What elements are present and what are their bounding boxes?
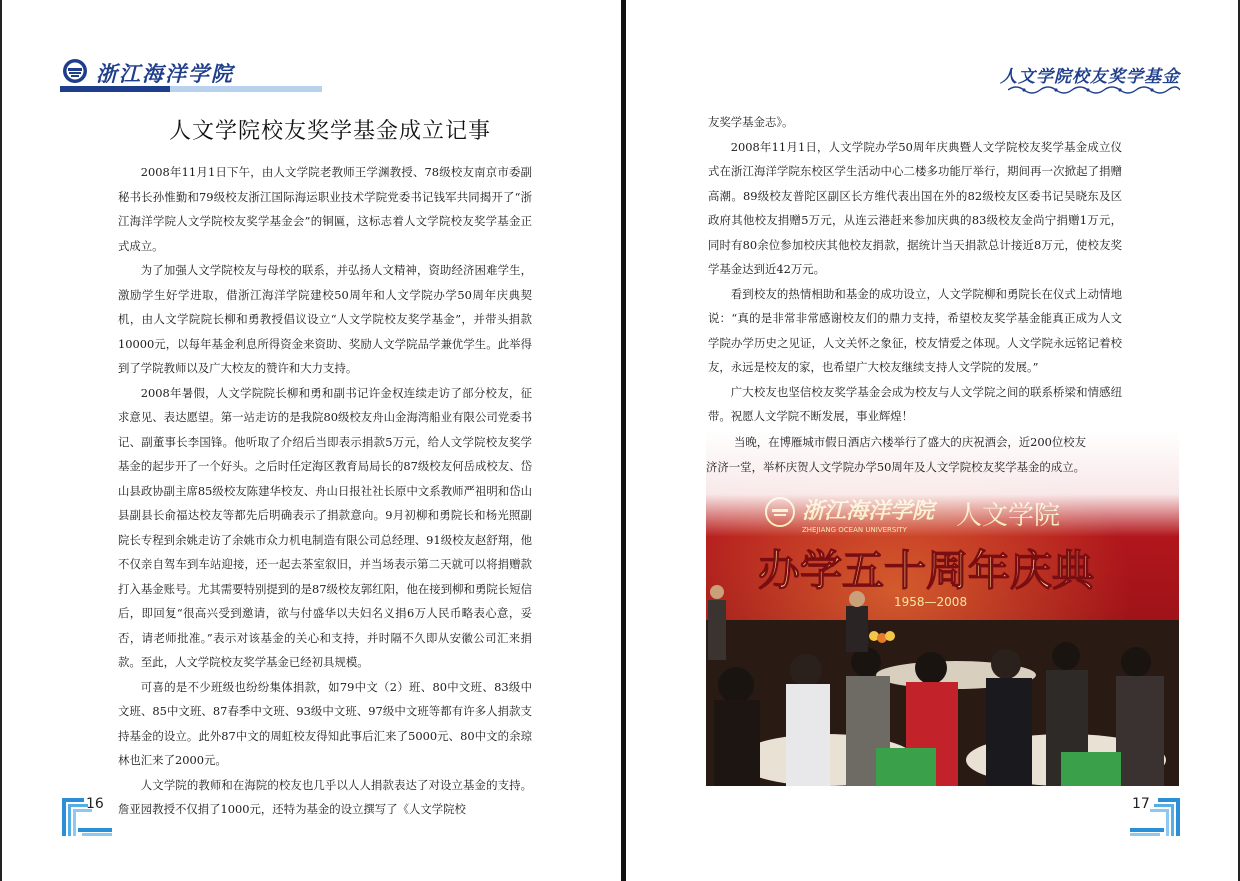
article-title: 人文学院校友奖学基金成立记事 — [168, 119, 491, 144]
caption-line: 当晚，在博雁城市假日酒店六楼举行了盛大的庆祝酒会，近200位校友 — [734, 435, 1087, 449]
photo-caption — [706, 430, 1179, 474]
paragraph: 2008年11月1日，人文学院办学50周年庆典暨人文学院校友奖学基金成立仪式在浙江海洋学院东校区学生活动中心二楼多功能厅举行，期间再一次掀起了捐赠高潮。89级校友普陀区副区长方维代表出国在外的82级校友区委书记吴晓东及区政府其他校友捐赠5万元，从连云港赶来参加庆典的83级校友金尚宁捐赠1万元，同时有80余位参加校庆其他校友捐款，据统计当天捐款总计接近8万元，使校友奖学基金达到近42万元。 — [708, 139, 1122, 276]
caption-line: 济济一堂，举杯庆贺人文学院办学50周年及人文学院校友奖学基金的成立。 — [706, 459, 1085, 474]
fund-header-title: 人文学院校友奖学基金 — [1000, 67, 1180, 87]
header-bar — [60, 86, 322, 92]
left-body — [118, 160, 532, 822]
school-emblem-icon — [62, 58, 88, 84]
paragraph: 2008年11月1日下午，由人文学院老教师王学渊教授、78级校友南京市委副秘书长孙惟勤和79级校友浙江国际海运职业技术学院党委书记钱军共同揭开了“浙江海洋学院人文学院校友奖学基金会”的铜匾，这标志着人文学院校友奖学基金正式成立。 — [118, 165, 532, 253]
photo-illustration — [706, 430, 1179, 786]
paragraph: 2008年暑假，人文学院院长柳和勇和副书记许金权连续走访了部分校友，征求意见、表达愿望。第一站走访的是我院80级校友舟山金海湾船业有限公司党委书记、副董事长李国锋。他听取了介绍后当即表示捐款5万元，给人文学院校友奖学基金的起步开了一个好头。之后时任定海区教育局局长的87级校友何岳成校友、岱山县政协副主席85级校友陈建华校友、舟山日报社社长原中文系教师严祖明和岱山县副县长俞福达校友等都先后明确表示了捐款意向。9月初柳和勇院长和杨光照副院长专程到余姚走访了余姚市众力机电制造有限公司总经理、91级校友赵舒翔，他不仅亲自驾车到车站迎接，还一起去茶室叙旧，并当场表示第二天就可以将捐赠款打入基金账号。尤其需要特别提到的是87级校友郭红阳，他在接到柳和勇院长短信后，即回复“很高兴受到邀请，欲与付盛华以夫妇名义捐6万人民币略表心意，妥否，请老师批准。”表示对该基金的关心和支持，并时隔不久即从安徽公司汇来捐款。至此，人文学院校友奖学基金已经初具规模。 — [118, 385, 532, 669]
page-number: 16 — [86, 796, 104, 812]
paragraph: 看到校友的热情相助和基金的成功设立，人文学院柳和勇院长在仪式上动情地说：“真的是非常非常感谢校友们的鼎力支持，希望校友奖学基金能真正成为人文学院办学历史之见证，人文关怀之象征，校友情爱之体现。人文学院永远铭记着校友，永远是校友的家，也希望广大校友继续支持人文学院的发展。” — [708, 286, 1122, 374]
header-ornament-icon — [1008, 84, 1180, 96]
page-number-block — [62, 788, 112, 836]
right-body — [708, 110, 1122, 429]
school-name: 浙江海洋学院 — [96, 61, 234, 86]
paragraph: 可喜的是不少班级也纷纷集体捐款，如79中文（2）班、80中文班、83级中文班、85中文班、87春季中文班、93级中文班、97级中文班等都有许多人捐款支持基金的设立。此外87中文的周虹校友得知此事后汇来了5000元、80中文的余琼林也汇来了2000元。 — [118, 679, 532, 767]
page-number-block — [1130, 788, 1180, 836]
paragraph: 广大校友也坚信校友奖学基金会成为校友与人文学院之间的联系桥梁和情感纽带。祝愿人文学院不断发展，事业辉煌！ — [708, 384, 1122, 423]
paragraph-continued: 友奖学基金志》。 — [708, 115, 794, 129]
celebration-photo — [706, 430, 1179, 786]
paragraph: 为了加强人文学院校友与母校的联系，并弘扬人文精神，资助经济困难学生，激励学生好学进取，借浙江海洋学院建校50周年和人文学院办学50周年庆典契机，由人文学院院长柳和勇教授倡议设立“人文学院校友奖学基金”，并带头捐款10000元，以每年基金利息所得资金来资助、奖励人文学院品学兼优学生。此举得到了学院教师以及广大校友的赞许和大力支持。 — [118, 263, 532, 375]
paragraph: 人文学院的教师和在海院的校友也几乎以人人捐款表达了对设立基金的支持。詹亚园教授不仅捐了1000元，还特为基金的设立撰写了《人文学院校 — [118, 777, 532, 816]
page-number: 17 — [1132, 796, 1150, 812]
school-header — [62, 56, 322, 90]
